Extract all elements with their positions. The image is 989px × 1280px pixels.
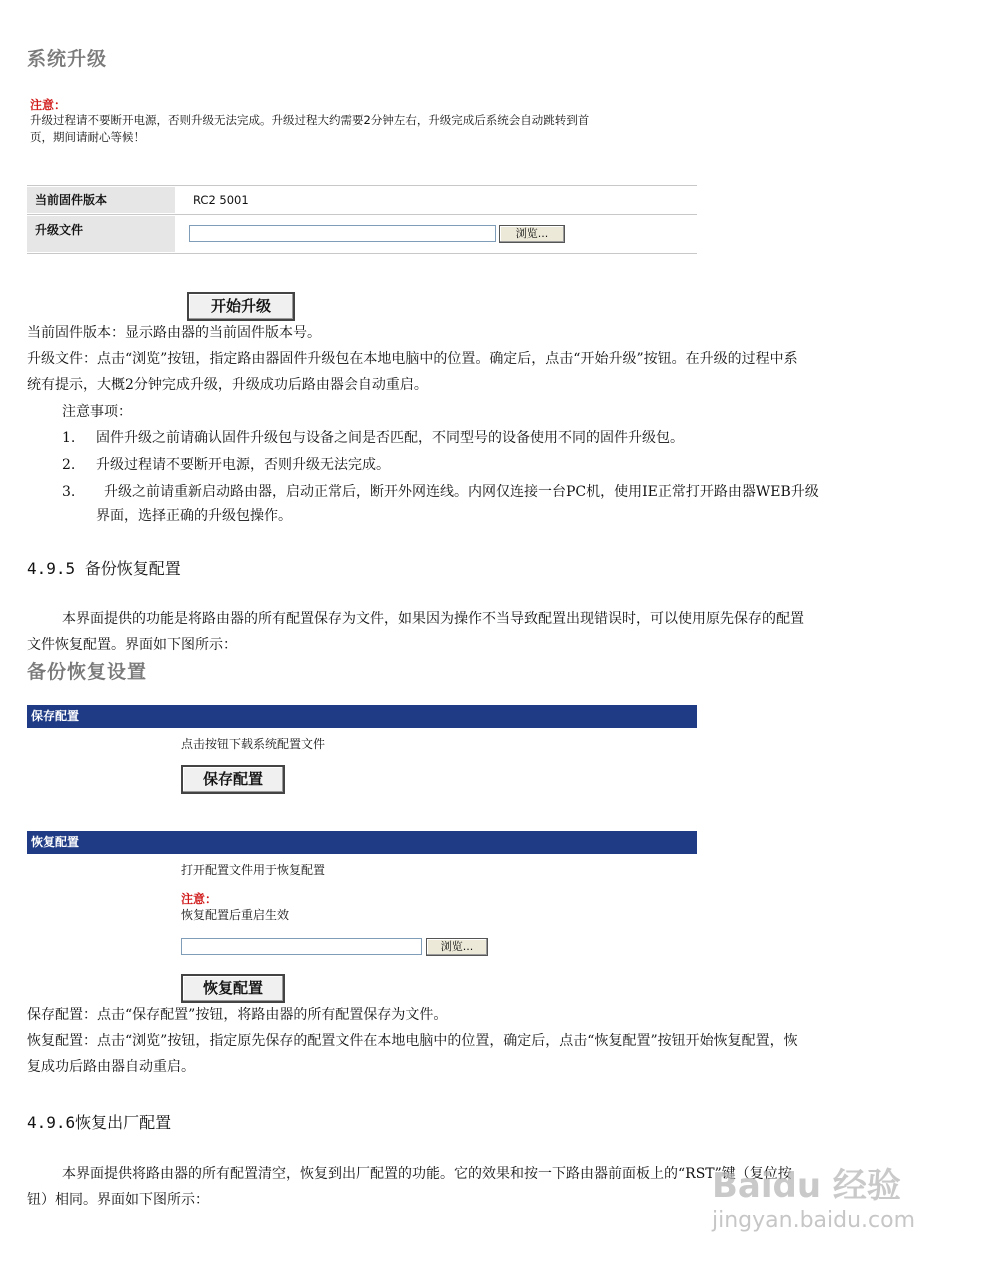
restore-config-button[interactable]: 恢复配置: [181, 974, 285, 1003]
table-divider: [27, 185, 697, 186]
upgrade-desc-line1: 当前固件版本：显示路由器的当前固件版本号。: [27, 325, 321, 341]
upgrade-notice-line2: 页，期间请耐心等候！: [30, 130, 145, 144]
table-divider: [27, 253, 697, 254]
backup-desc-line2: 恢复配置：点击“浏览”按钮，指定原先保存的配置文件在本地电脑中的位置，确定后，点击“恢复配置”按钮开始恢复配置，恢: [27, 1033, 798, 1049]
upgrade-notice-label: 注意：: [30, 98, 67, 112]
note-number: 3.: [62, 484, 76, 500]
start-upgrade-button[interactable]: 开始升级: [187, 292, 295, 321]
note-text-continued: 界面，选择正确的升级包操作。: [96, 508, 292, 524]
restore-notice-text: 恢复配置后重启生效: [181, 908, 290, 922]
firmware-version-label: 当前固件版本: [27, 187, 175, 213]
note-number: 2.: [62, 457, 76, 473]
upgrade-desc-line2: 升级文件：点击“浏览”按钮，指定路由器固件升级包在本地电脑中的位置。确定后，点击“开始升级”按钮。在升级的过程中系: [27, 351, 798, 367]
restore-config-bar: 恢复配置: [27, 831, 697, 854]
backup-desc-line1: 保存配置：点击“保存配置”按钮，将路由器的所有配置保存为文件。: [27, 1007, 448, 1023]
restore-browse-button[interactable]: 浏览...: [426, 938, 488, 956]
section-496-intro-line2: 钮）相同。界面如下图所示：: [27, 1192, 209, 1208]
note-text: 升级之前请重新启动路由器，启动正常后，断开外网连线。内网仅连接一台PC机，使用IE正常打开路由器WEB升级: [104, 484, 819, 500]
upgrade-browse-button[interactable]: 浏览...: [499, 225, 565, 243]
notes-title: 注意事项：: [62, 404, 132, 420]
section-495-intro-line2: 文件恢复配置。界面如下图所示：: [27, 637, 237, 653]
firmware-version-value: RC2 5001: [193, 193, 249, 207]
section-495-intro-line1: 本界面提供的功能是将路由器的所有配置保存为文件，如果因为操作不当导致配置出现错误时，可以使用原先保存的配置: [62, 611, 804, 627]
table-divider: [27, 214, 697, 215]
restore-notice-label: 注意：: [181, 892, 218, 906]
upgrade-panel-title: 系统升级: [27, 48, 108, 70]
backup-desc-line3: 复成功后路由器自动重启。: [27, 1059, 195, 1075]
upgrade-notice-line1: 升级过程请不要断开电源，否则升级无法完成。升级过程大约需要2分钟左右，升级完成后系统会自动跳转到首: [30, 113, 590, 127]
section-496-intro-line1: 本界面提供将路由器的所有配置清空，恢复到出厂配置的功能。它的效果和按一下路由器前面板上的“RST”键（复位按: [62, 1166, 792, 1182]
backup-panel-title: 备份恢复设置: [27, 661, 148, 683]
note-text: 升级过程请不要断开电源，否则升级无法完成。: [96, 457, 390, 473]
baidu-watermark-url: jingyan.baidu.com: [712, 1208, 916, 1233]
note-number: 1.: [62, 430, 76, 446]
upgrade-file-label: 升级文件: [27, 216, 175, 252]
restore-file-input[interactable]: [181, 938, 422, 955]
section-heading-495: 4.9.5 备份恢复配置: [27, 559, 181, 578]
save-config-button[interactable]: 保存配置: [181, 765, 285, 794]
upgrade-desc-line3: 统有提示，大概2分钟完成升级，升级成功后路由器会自动重启。: [27, 377, 428, 393]
save-config-hint: 点击按钮下载系统配置文件: [181, 737, 326, 751]
note-text: 固件升级之前请确认固件升级包与设备之间是否匹配，不同型号的设备使用不同的固件升级包。: [96, 430, 684, 446]
restore-config-hint: 打开配置文件用于恢复配置: [181, 863, 326, 877]
save-config-bar: 保存配置: [27, 705, 697, 728]
upgrade-notice-text: [30, 112, 710, 146]
baidu-watermark-logo: Baidu 经验: [712, 1166, 901, 1206]
section-heading-496: 4.9.6恢复出厂配置: [27, 1113, 172, 1132]
upgrade-file-input[interactable]: [189, 225, 496, 242]
